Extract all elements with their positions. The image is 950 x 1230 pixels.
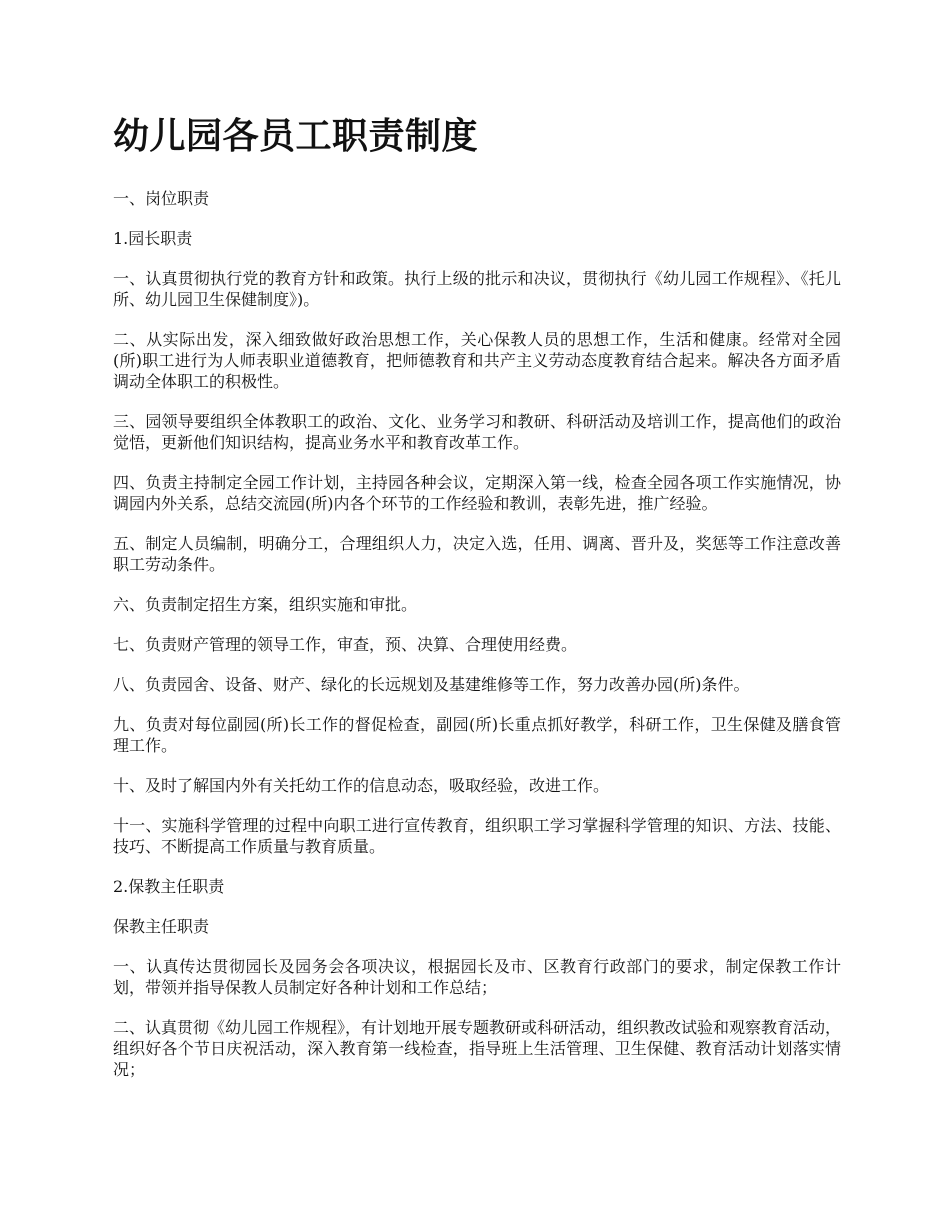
paragraph: 三、园领导要组织全体教职工的政治、文化、业务学习和教研、科研活动及培训工作，提高他们的政治觉悟，更新他们知识结构，提高业务水平和教育改革工作。 [113,412,841,452]
document-page [113,112,841,1099]
paragraph: 九、负责对每位副园(所)长工作的督促检查，副园(所)长重点抓好教学，科研工作，卫生保健及膳食管理工作。 [113,715,841,755]
paragraph: 一、认真传达贯彻园长及园务会各项决议，根据园长及市、区教育行政部门的要求，制定保教工作计划，带领并指导保教人员制定好各种计划和工作总结； [113,957,841,997]
paragraph: 四、负责主持制定全园工作计划，主持园各种会议，定期深入第一线，检查全园各项工作实施情况，协调园内外关系，总结交流园(所)内各个环节的工作经验和教训，表彰先进，推广经验。 [113,473,841,513]
paragraph: 二、认真贯彻《幼儿园工作规程》，有计划地开展专题教研或科研活动，组织教改试验和观察教育活动，组织好各个节日庆祝活动，深入教育第一线检查，指导班上生活管理、卫生保健、教育活动计划落实情况； [113,1018,842,1079]
paragraph: 一、认真贯彻执行党的教育方针和政策。执行上级的批示和决议，贯彻执行《幼儿园工作规程》、《托儿所、幼儿园卫生保健制度》)。 [113,269,841,309]
paragraph: 十、及时了解国内外有关托幼工作的信息动态，吸取经验，改进工作。 [113,776,610,795]
paragraph: 六、负责制定招生方案，组织实施和审批。 [113,595,418,614]
subsection-heading: 1.园长职责 [113,229,193,248]
subsection-heading: 2.保教主任职责 [113,877,225,896]
paragraph: 保教主任职责 [113,917,210,936]
section-heading: 一、岗位职责 [113,189,210,208]
paragraph: 八、负责园舍、设备、财产、绿化的长远规划及基建维修等工作，努力改善办园(所)条件。 [113,675,750,694]
paragraph: 七、负责财产管理的领导工作，审查，预、决算、合理使用经费。 [113,635,578,654]
paragraph: 五、制定人员编制，明确分工，合理组织人力，决定入选，任用、调离、晋升及，奖惩等工作注意改善职工劳动条件。 [113,534,841,574]
document-title: 幼儿园各员工职责制度 [113,115,479,157]
paragraph: 十一、实施科学管理的过程中向职工进行宣传教育，组织职工学习掌握科学管理的知识、方法、技能、技巧、不断提高工作质量与教育质量。 [113,816,841,856]
paragraph: 二、从实际出发，深入细致做好政治思想工作，关心保教人员的思想工作，生活和健康。经常对全园(所)职工进行为人师表职业道德教育，把师德教育和共产主义劳动态度教育结合起来。解决各方面矛盾调动全体职工的积极性。 [113,330,841,391]
